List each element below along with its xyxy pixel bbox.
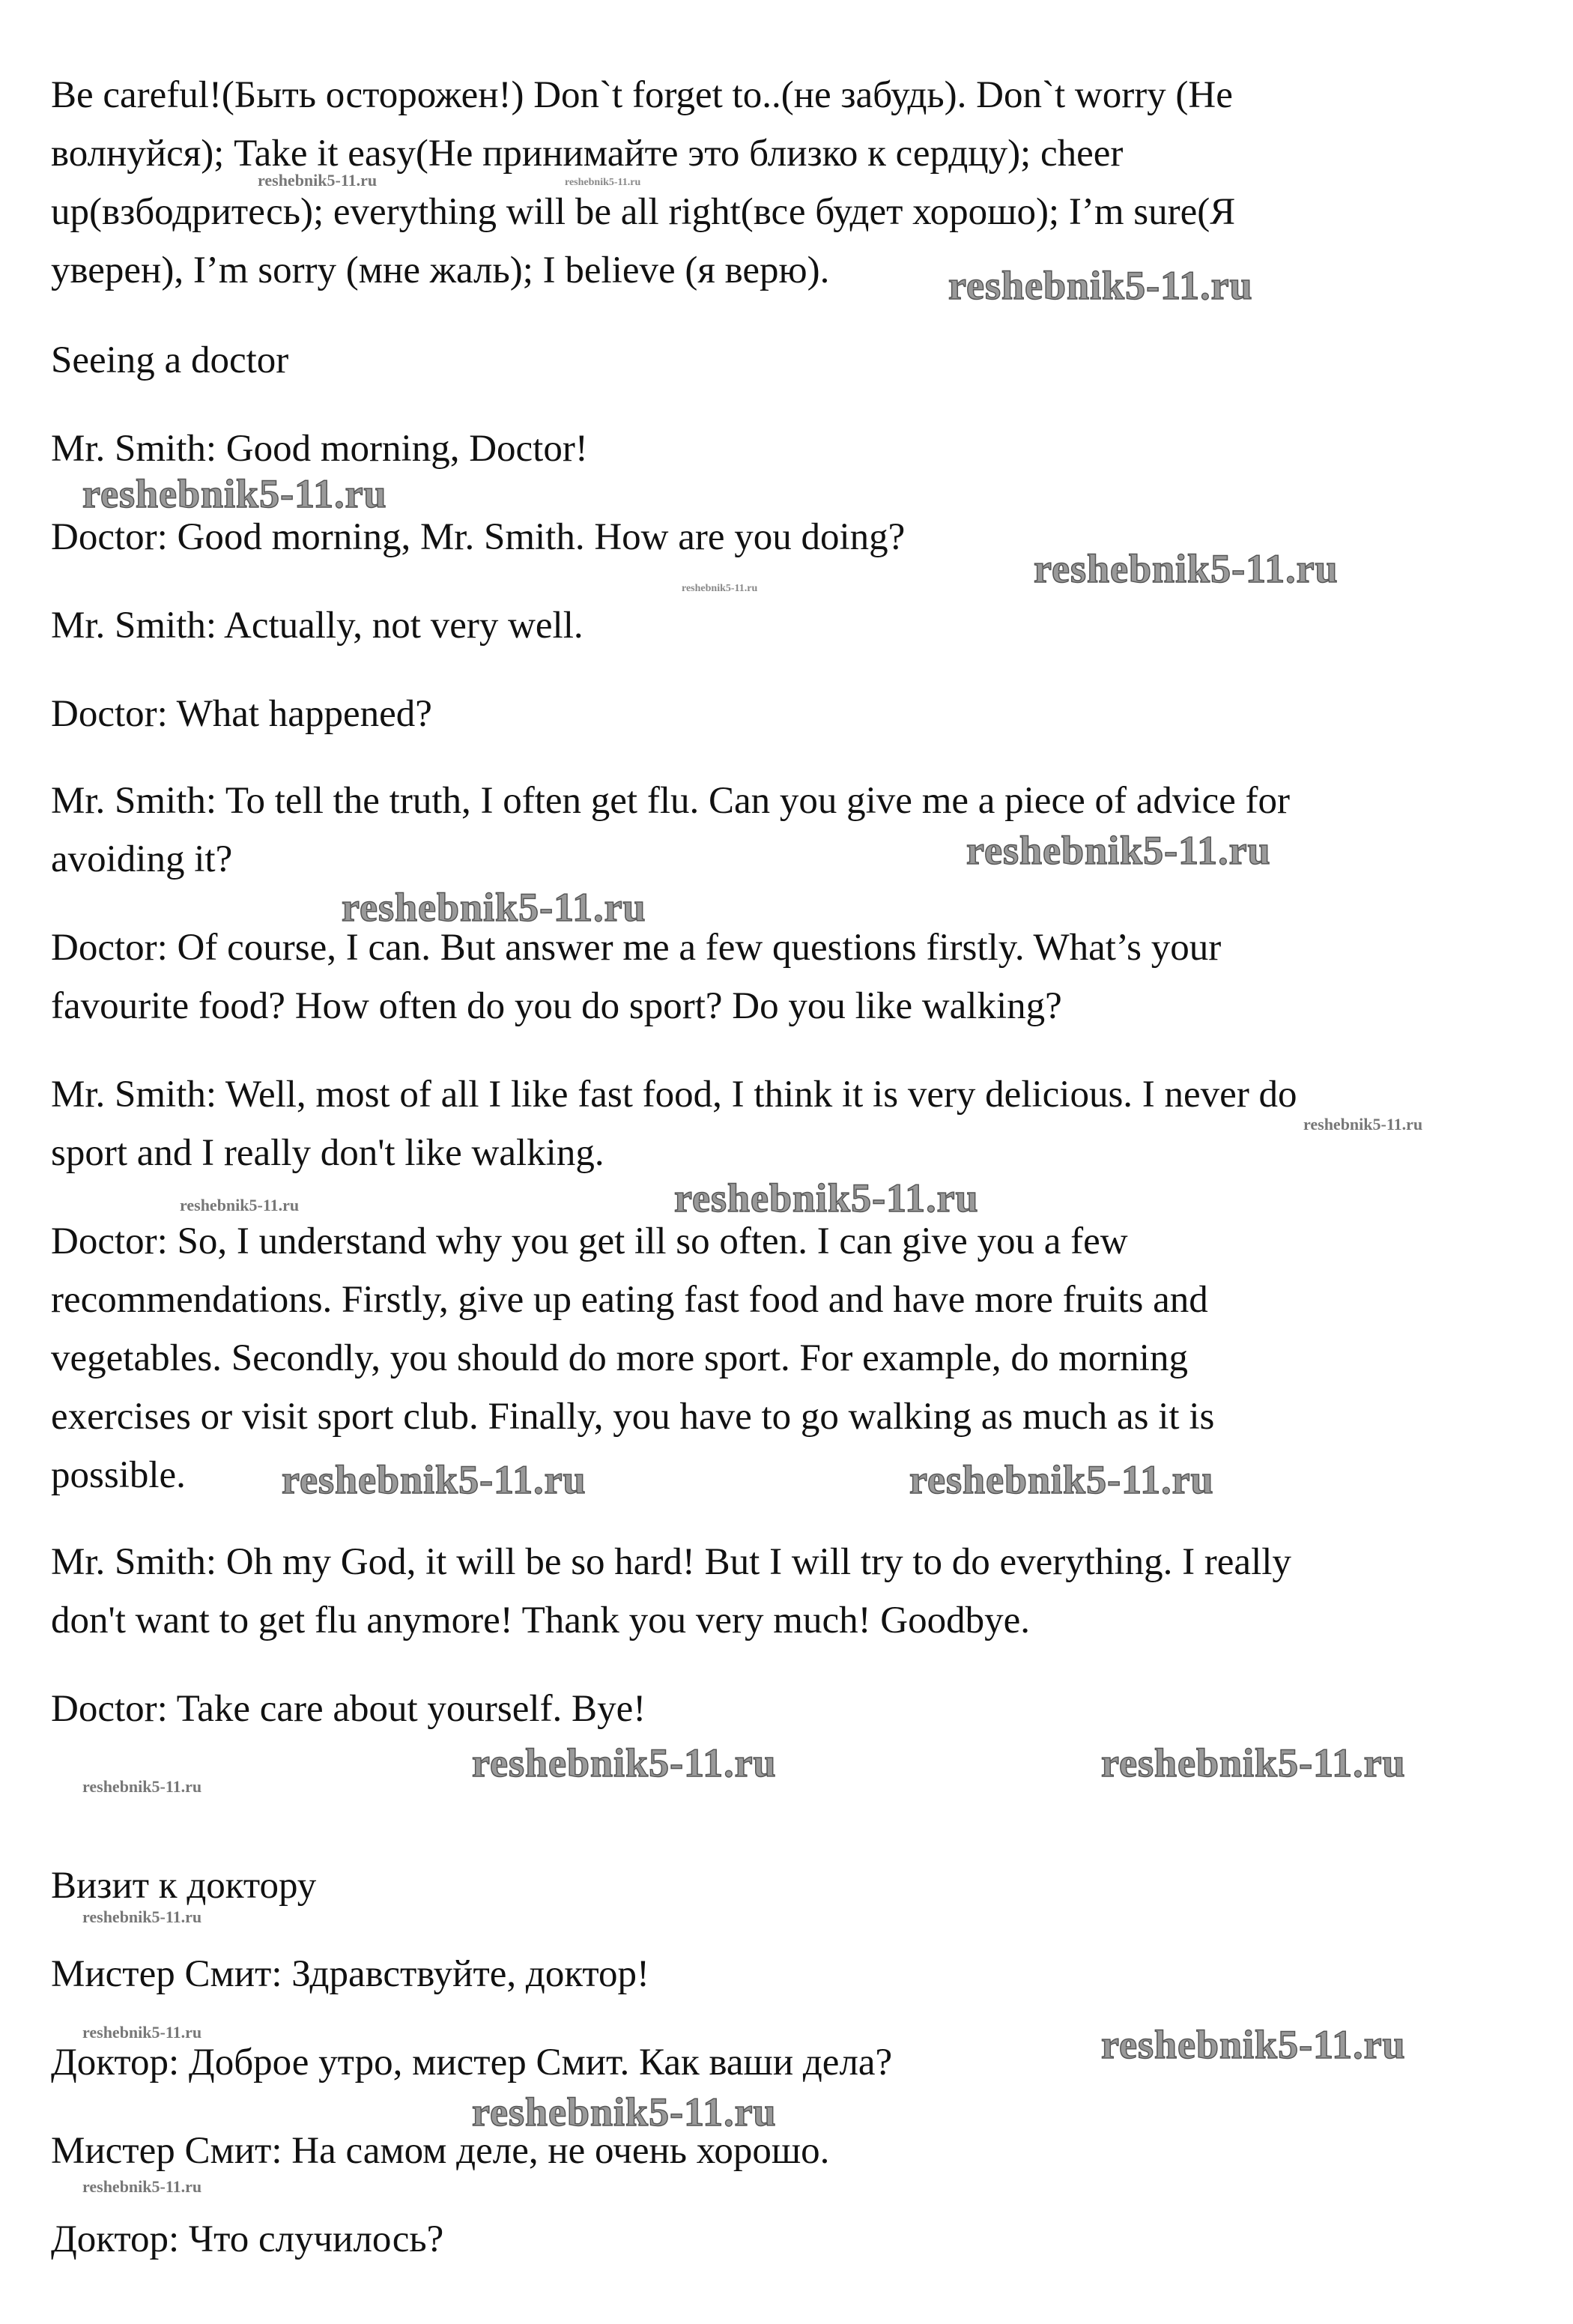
paragraph	[51, 919, 1534, 1035]
text-line: Mr. Smith: Well, most of all I like fast food, I think it is very delicious. I never do	[51, 1074, 1297, 1116]
text-line: favourite food? How often do you do sport? Do you like walking?	[51, 985, 1062, 1027]
watermark: reshebnik5-11.ru	[909, 1457, 1214, 1502]
paragraph	[51, 420, 1534, 478]
text-line: Mr. Smith: Actually, not very well.	[51, 605, 584, 647]
text-line: Mr. Smith: Oh my God, it will be so hard! But I will try to do everything. I really	[51, 1541, 1291, 1583]
watermark: reshebnik5-11.ru	[674, 1175, 979, 1220]
paragraph	[51, 685, 1534, 743]
text-line: sport and I really don't like walking.	[51, 1132, 604, 1174]
watermark: reshebnik5-11.ru	[258, 171, 378, 190]
text-line: possible.	[51, 1454, 186, 1496]
text-line: avoiding it?	[51, 838, 233, 880]
watermark: reshebnik5-11.ru	[472, 2090, 777, 2134]
text-line: Mr. Smith: To tell the truth, I often get flu. Can you give me a piece of advice for	[51, 780, 1290, 822]
watermark: reshebnik5-11.ru	[180, 1196, 300, 1214]
text-line: exercises or visit sport club. Finally, you have to go walking as much as it is	[51, 1396, 1215, 1438]
text-line: Doctor: Good morning, Mr. Smith. How are you doing?	[51, 516, 906, 558]
watermark: reshebnik5-11.ru	[1034, 546, 1339, 591]
watermark: reshebnik5-11.ru	[82, 2023, 202, 2042]
watermark: reshebnik5-11.ru	[948, 263, 1253, 308]
text-line: Доктор: Что случилось?	[51, 2218, 444, 2260]
watermark: reshebnik5-11.ru	[82, 2177, 202, 2196]
text-line: don't want to get flu anymore! Thank you very much! Goodbye.	[51, 1600, 1031, 1641]
watermark: reshebnik5-11.ru	[1101, 1740, 1406, 1785]
watermark: reshebnik5-11.ru	[82, 1907, 202, 1926]
text-line: Мистер Смит: На самом деле, не очень хорошо.	[51, 2130, 830, 2172]
watermark: reshebnik5-11.ru	[472, 1740, 777, 1785]
watermark: reshebnik5-11.ru	[682, 583, 758, 594]
text-line: Мистер Смит: Здравствуйте, доктор!	[51, 1953, 650, 1995]
text-line: recommendations. Firstly, give up eating fast food and have more fruits and	[51, 1279, 1208, 1321]
paragraph	[51, 1212, 1534, 1504]
text-line: Doctor: What happened?	[51, 693, 432, 735]
text-line: Be careful!(Быть осторожен!) Don`t forget to..(не забудь). Don`t worry (Не	[51, 74, 1233, 116]
watermark: reshebnik5-11.ru	[342, 885, 646, 930]
watermark: reshebnik5-11.ru	[1303, 1115, 1423, 1134]
watermark: reshebnik5-11.ru	[565, 177, 641, 188]
watermark: reshebnik5-11.ru	[282, 1457, 587, 1502]
paragraph	[51, 596, 1534, 655]
watermark: reshebnik5-11.ru	[966, 828, 1271, 873]
paragraph	[51, 1680, 1534, 1738]
text-line: vegetables. Secondly, you should do more sport. For example, do morning	[51, 1337, 1188, 1379]
watermark: reshebnik5-11.ru	[82, 471, 387, 516]
text-line: Визит к доктору	[51, 1865, 317, 1907]
paragraph	[51, 1945, 1534, 2003]
text-line: Doctor: Of course, I can. But answer me a few questions firstly. What’s your	[51, 927, 1222, 969]
text-line: Seeing a doctor	[51, 339, 289, 381]
text-line: волнуйся); Take it easy(Не принимайте это близко к сердцу); cheer	[51, 133, 1124, 175]
text-line: Doctor: Take care about yourself. Bye!	[51, 1688, 646, 1730]
paragraph	[51, 2210, 1534, 2269]
text-line: Mr. Smith: Good morning, Doctor!	[51, 428, 588, 470]
paragraph	[51, 1857, 1534, 1915]
paragraph	[51, 331, 1534, 390]
text-line: уверен), I’m sorry (мне жаль); I believe (я верю).	[51, 249, 830, 291]
text-line: Доктор: Доброе утро, мистер Смит. Как ваши дела?	[51, 2042, 893, 2084]
paragraph	[51, 2122, 1534, 2180]
text-line: up(взбодритесь); everything will be all right(все будет хорошо); I’m sure(Я	[51, 191, 1236, 233]
text-line: Doctor: So, I understand why you get ill so often. I can give you a few	[51, 1220, 1128, 1262]
watermark: reshebnik5-11.ru	[82, 1777, 202, 1796]
paragraph	[51, 772, 1534, 889]
watermark: reshebnik5-11.ru	[1101, 2022, 1406, 2067]
paragraph	[51, 1533, 1534, 1650]
